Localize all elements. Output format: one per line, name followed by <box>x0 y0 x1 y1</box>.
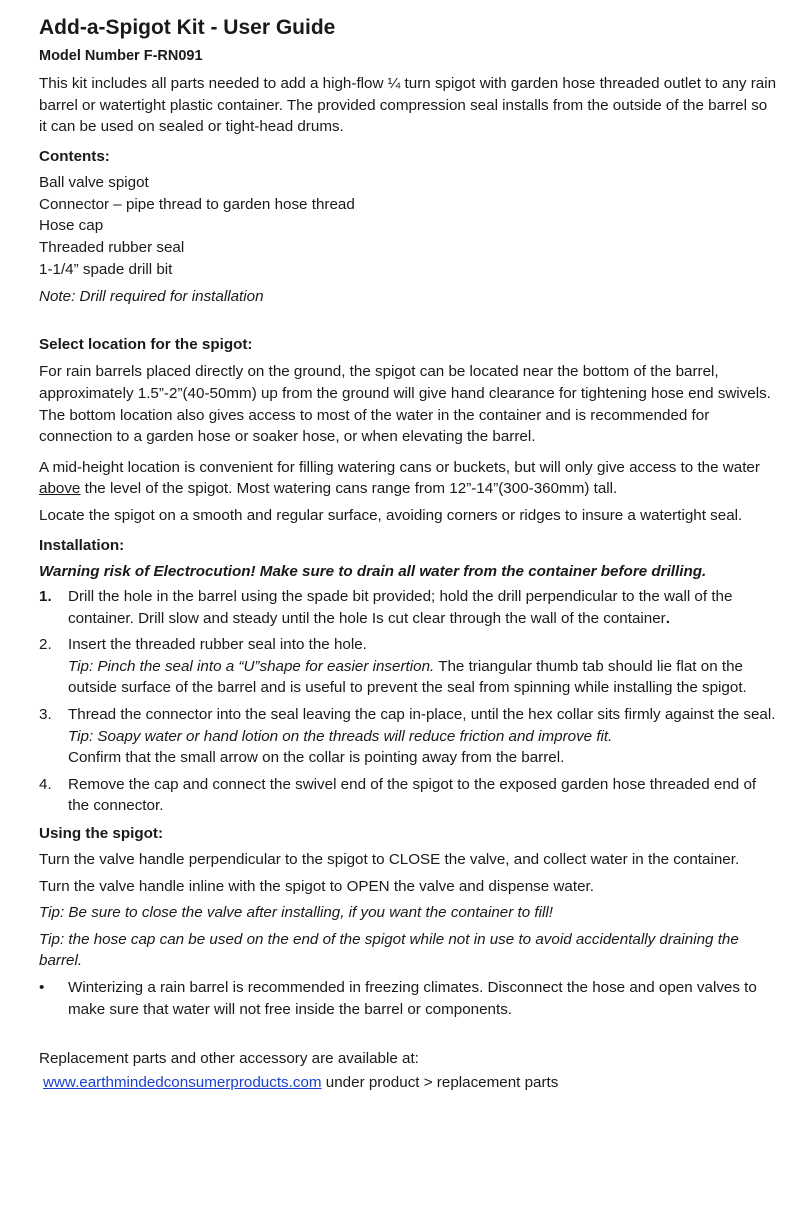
step-tip: Tip: Soapy water or hand lotion on the threads will reduce friction and improve fit. <box>68 727 613 745</box>
list-item: Hose cap <box>39 217 104 235</box>
step-1: 1. Drill the hole in the barrel using the spade bit provided; hold the drill perpendicular to the wall of the container. Drill slow and steady until the hole Is cut clear through the wall of the container. <box>39 588 733 627</box>
document-title: Add-a-Spigot Kit - User Guide <box>39 16 336 39</box>
location-heading: Select location for the spigot: <box>39 336 253 354</box>
list-item: 1-1/4” spade drill bit <box>39 260 173 278</box>
replacement-parts-line: Replacement parts and other accessory are available at: <box>39 1050 419 1068</box>
website-link[interactable]: www.earthmindedconsumerproducts.com <box>43 1073 322 1091</box>
step-number: 3. <box>39 706 52 724</box>
intro-paragraph: This kit includes all parts needed to add a high-flow ¼ turn spigot with garden hose threaded outlet to any rain barrel or watertight plastic container. The provided compression seal installs from the outside of the barrel so it can be used on sealed or tight-head drums. <box>39 75 777 136</box>
location-paragraph-2: A mid-height location is convenient for filling watering cans or buckets, but will only give access to the water above the level of the spigot. Most watering cans range from 12”-14”(300-360mm) tall. <box>39 458 760 498</box>
website-line: www.earthmindedconsumerproducts.com under product > replacement parts <box>43 1073 559 1091</box>
drill-note: Note: Drill required for installation <box>39 287 264 305</box>
user-guide-document <box>39 14 779 1093</box>
winterizing-bullet: • Winterizing a rain barrel is recommended in freezing climates. Disconnect the hose and open valves to make sure that water will not free inside the barrel or components. <box>39 979 757 1018</box>
step-4: 4. Remove the cap and connect the swivel end of the spigot to the exposed garden hose threaded end of the connector. <box>39 775 757 815</box>
step-2: 2. Insert the threaded rubber seal into the hole. Tip: Pinch the seal into a “U”shape for easier insertion. The triangular thumb tab should lie flat on the outside surface of the barrel and is useful to prevent the seal from spinning while installing the spigot. <box>39 636 747 697</box>
using-paragraph-2: Turn the valve handle inline with the spigot to OPEN the valve and dispense water. <box>39 877 594 895</box>
location-paragraph-3: Locate the spigot on a smooth and regular surface, avoiding corners or ridges to insure a watertight seal. <box>39 506 743 524</box>
list-item: Threaded rubber seal <box>39 239 185 257</box>
list-item: Connector – pipe thread to garden hose thread <box>39 195 355 213</box>
using-heading: Using the spigot: <box>39 825 164 843</box>
step-tip: Tip: Pinch the seal into a “U”shape for easier insertion. <box>68 657 435 675</box>
location-paragraph-1: For rain barrels placed directly on the ground, the spigot can be located near the bottom of the barrel, approximately 1.5”-2”(40-50mm) up from the ground will give hand clearance for tightening hose end swivels. The bottom location also gives access to most of the water in the container and is recommended for connection to a garden hose or soaker hose, or when elevating the barrel. <box>39 363 771 446</box>
step-number: 1. <box>39 588 52 606</box>
bullet-icon: • <box>39 979 45 997</box>
model-number: Model Number F-RN091 <box>39 48 203 64</box>
using-paragraph-1: Turn the valve handle perpendicular to the spigot to CLOSE the valve, and collect water in the container. <box>39 851 740 869</box>
step-number: 4. <box>39 775 52 793</box>
using-tip-1: Tip: Be sure to close the valve after installing, if you want the container to fill! <box>39 904 553 922</box>
list-item: Ball valve spigot <box>39 173 149 191</box>
contents-heading: Contents: <box>39 147 110 165</box>
installation-heading: Installation: <box>39 536 125 554</box>
contents-list <box>39 172 779 281</box>
underlined-word: above <box>39 480 81 498</box>
step-number: 2. <box>39 636 52 654</box>
installation-steps <box>39 586 779 817</box>
electrocution-warning: Warning risk of Electrocution! Make sure to drain all water from the container before drilling. <box>39 562 707 580</box>
step-3: 3. Thread the connector into the seal leaving the cap in-place, until the hex collar sits firmly against the seal. Tip: Soapy water or hand lotion on the threads will reduce friction and improve fit. Confirm that the small arrow on the collar is pointing away from the barrel. <box>39 706 776 767</box>
using-tip-2: Tip: the hose cap can be used on the end of the spigot while not in use to avoid accidentally draining the barrel. <box>39 930 739 970</box>
